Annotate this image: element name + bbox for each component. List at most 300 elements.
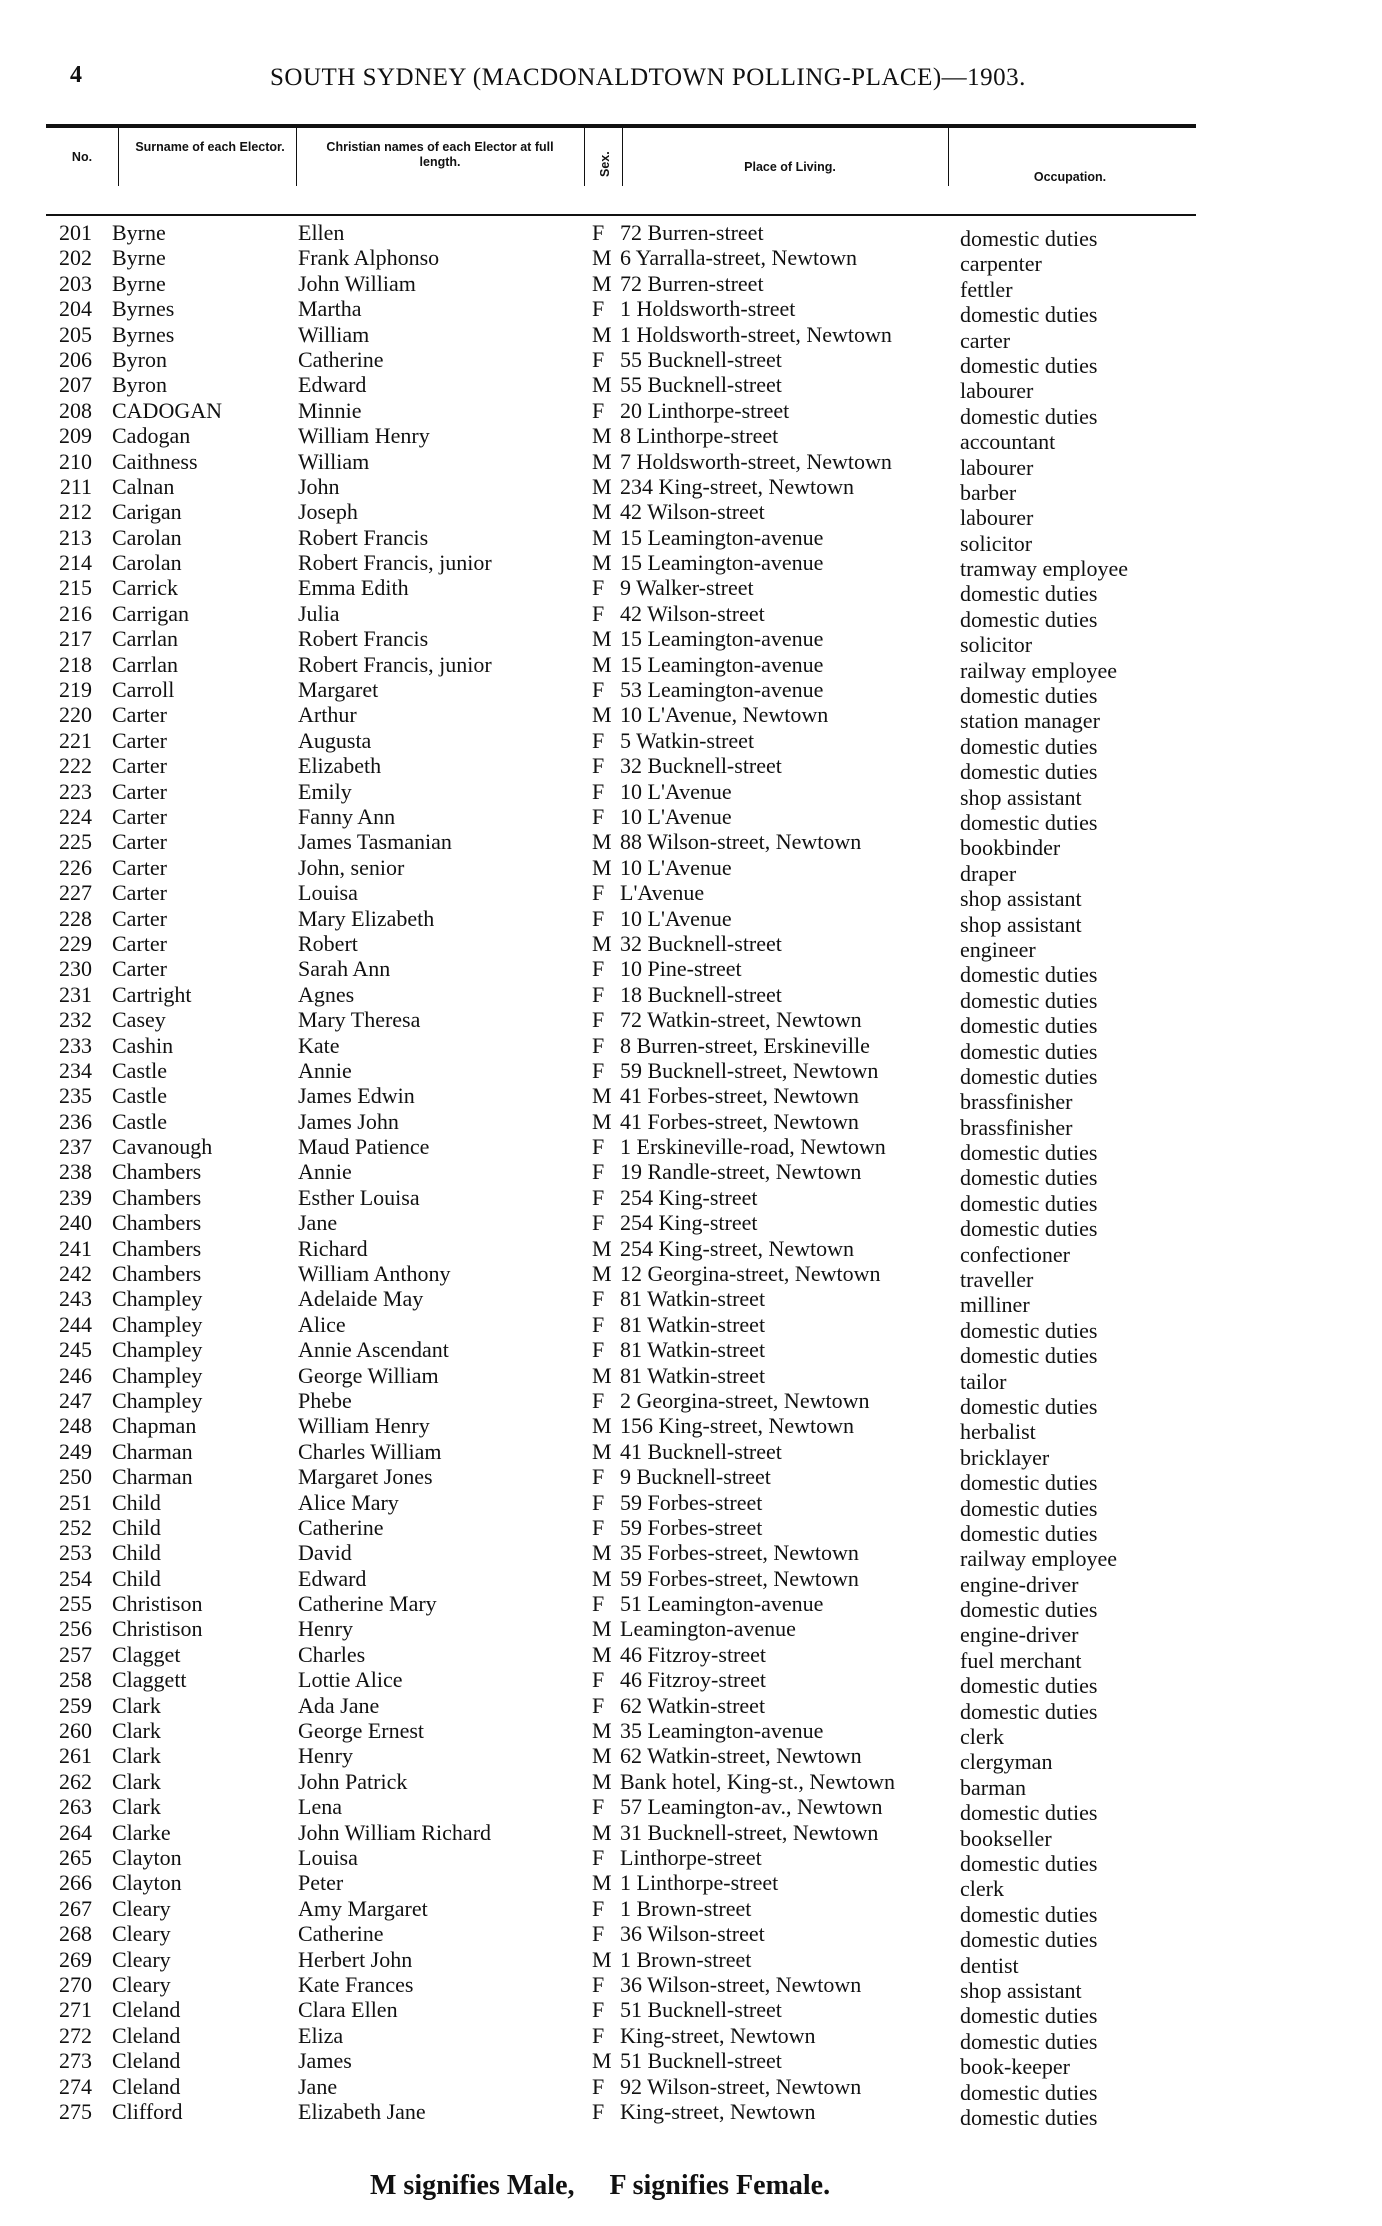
elector-occupation: barber <box>960 479 1017 505</box>
elector-sex: M <box>592 1540 612 1566</box>
elector-christian-names: Elizabeth <box>298 753 382 779</box>
elector-occupation: solicitor <box>960 530 1033 556</box>
table-row <box>0 1362 1382 1394</box>
elector-occupation: domestic duties <box>960 1470 1098 1496</box>
elector-occupation: carpenter <box>960 251 1042 277</box>
elector-place-of-living: 46 Fitzroy-street <box>620 1667 767 1693</box>
elector-occupation: draper <box>960 860 1017 886</box>
elector-number: 243 <box>59 1286 92 1312</box>
table-row <box>0 1032 1382 1064</box>
elector-place-of-living: 1 Erskineville-road, Newtown <box>620 1134 886 1160</box>
table-row <box>0 423 1382 455</box>
elector-sex: M <box>592 1083 612 1109</box>
table-row <box>0 803 1382 835</box>
elector-place-of-living: 1 Brown-street <box>620 1895 752 1921</box>
table-row <box>0 956 1382 988</box>
elector-number: 210 <box>59 448 92 474</box>
elector-christian-names: Robert Francis <box>298 524 429 550</box>
elector-sex: F <box>592 1464 605 1490</box>
table-row <box>0 1565 1382 1597</box>
elector-number: 217 <box>59 626 92 652</box>
elector-christian-names: James Tasmanian <box>298 829 452 855</box>
elector-occupation: engineer <box>960 936 1036 962</box>
elector-christian-names: Julia <box>298 600 340 626</box>
elector-number: 222 <box>59 753 92 779</box>
elector-occupation: shop assistant <box>960 911 1082 937</box>
table-row <box>0 981 1382 1013</box>
column-header-christian: Christian names of each Elector at full length. <box>326 140 554 169</box>
elector-sex: M <box>592 1565 612 1591</box>
elector-place-of-living: 51 Leamington-avenue <box>620 1591 824 1617</box>
table-row <box>0 372 1382 404</box>
elector-sex: M <box>592 1108 612 1134</box>
elector-occupation: domestic duties <box>960 581 1098 607</box>
elector-surname: Byron <box>112 372 167 398</box>
table-row <box>0 1514 1382 1546</box>
table-row <box>0 1159 1382 1191</box>
elector-occupation: railway employee <box>960 657 1117 683</box>
elector-place-of-living: 62 Watkin-street, Newtown <box>620 1743 862 1769</box>
elector-place-of-living: 254 King-street, Newtown <box>620 1235 855 1261</box>
elector-number: 246 <box>59 1362 92 1388</box>
elector-number: 252 <box>59 1514 92 1540</box>
elector-occupation: shop assistant <box>960 1977 1082 2003</box>
elector-place-of-living: L'Avenue <box>620 880 705 906</box>
elector-occupation: herbalist <box>960 1419 1036 1445</box>
elector-sex: M <box>592 448 612 474</box>
elector-christian-names: William <box>298 321 370 347</box>
elector-sex: F <box>592 397 605 423</box>
table-row <box>0 1007 1382 1039</box>
table-row <box>0 499 1382 531</box>
elector-place-of-living: 57 Leamington-av., Newtown <box>620 1794 883 1820</box>
elector-place-of-living: 234 King-street, Newtown <box>620 473 855 499</box>
elector-number: 211 <box>59 473 92 499</box>
elector-surname: Christison <box>112 1616 203 1642</box>
elector-surname: Champley <box>112 1286 203 1312</box>
elector-christian-names: George William <box>298 1362 439 1388</box>
elector-christian-names: David <box>298 1540 352 1566</box>
elector-occupation: labourer <box>960 454 1034 480</box>
elector-sex: F <box>592 600 605 626</box>
elector-surname: Child <box>112 1565 161 1591</box>
elector-number: 271 <box>59 1997 92 2023</box>
elector-christian-names: John Patrick <box>298 1768 408 1794</box>
elector-place-of-living: King-street, Newtown <box>620 2098 816 2124</box>
table-row <box>0 321 1382 353</box>
elector-christian-names: William Anthony <box>298 1261 451 1287</box>
elector-christian-names: Kate <box>298 1032 340 1058</box>
elector-number: 201 <box>59 220 92 245</box>
elector-surname: Carolan <box>112 524 182 550</box>
table-row <box>0 448 1382 480</box>
elector-surname: Clark <box>112 1743 161 1769</box>
elector-christian-names: Annie <box>298 1057 352 1083</box>
elector-number: 261 <box>59 1743 92 1769</box>
elector-christian-names: Alice Mary <box>298 1489 399 1515</box>
elector-number: 254 <box>59 1565 92 1591</box>
elector-surname: Chambers <box>112 1261 202 1287</box>
elector-occupation: clerk <box>960 1724 1004 1750</box>
elector-place-of-living: Leamington-avenue <box>620 1616 796 1642</box>
elector-occupation: milliner <box>960 1292 1030 1318</box>
elector-christian-names: John, senior <box>298 854 405 880</box>
elector-number: 250 <box>59 1464 92 1490</box>
column-header-place: Place of Living. <box>744 160 836 174</box>
elector-christian-names: James John <box>298 1108 399 1134</box>
elector-place-of-living: 1 Holdsworth-street <box>620 296 796 322</box>
elector-place-of-living: 19 Randle-street, Newtown <box>620 1159 862 1185</box>
elector-sex: F <box>592 778 605 804</box>
elector-sex: F <box>592 1692 605 1718</box>
elector-number: 253 <box>59 1540 92 1566</box>
elector-occupation: domestic duties <box>960 1165 1098 1191</box>
elector-place-of-living: 59 Forbes-street, Newtown <box>620 1565 859 1591</box>
elector-sex: F <box>592 905 605 931</box>
elector-place-of-living: 32 Bucknell-street <box>620 753 782 779</box>
elector-number: 268 <box>59 1921 92 1947</box>
elector-sex: F <box>592 677 605 703</box>
elector-christian-names: Robert Francis <box>298 626 429 652</box>
elector-place-of-living: 10 L'Avenue, Newtown <box>620 702 829 728</box>
elector-place-of-living: 81 Watkin-street <box>620 1286 766 1312</box>
elector-place-of-living: 59 Forbes-street <box>620 1514 763 1540</box>
elector-christian-names: Margaret Jones <box>298 1464 433 1490</box>
elector-occupation: carter <box>960 327 1011 353</box>
table-row <box>0 296 1382 328</box>
elector-number: 263 <box>59 1794 92 1820</box>
elector-place-of-living: 81 Watkin-street <box>620 1311 766 1337</box>
elector-surname: Carter <box>112 854 167 880</box>
elector-occupation: domestic duties <box>960 352 1098 378</box>
elector-sex: F <box>592 1997 605 2023</box>
elector-place-of-living: 2 Georgina-street, Newtown <box>620 1387 870 1413</box>
table-row <box>0 1210 1382 1242</box>
elector-surname: Chambers <box>112 1235 202 1261</box>
elector-christian-names: Emily <box>298 778 352 804</box>
elector-number: 231 <box>59 981 92 1007</box>
column-divider <box>584 128 585 186</box>
elector-christian-names: Catherine Mary <box>298 1591 437 1617</box>
table-row <box>0 1667 1382 1699</box>
elector-sex: M <box>592 372 612 398</box>
table-row <box>0 1997 1382 2029</box>
elector-surname: Castle <box>112 1057 167 1083</box>
elector-sex: F <box>592 1159 605 1185</box>
table-row <box>0 1641 1382 1673</box>
elector-number: 237 <box>59 1134 92 1160</box>
table-row <box>0 1083 1382 1115</box>
elector-number: 233 <box>59 1032 92 1058</box>
elector-number: 216 <box>59 600 92 626</box>
elector-number: 244 <box>59 1311 92 1337</box>
elector-number: 232 <box>59 1007 92 1033</box>
elector-christian-names: Jane <box>298 2073 338 2099</box>
table-row <box>0 397 1382 429</box>
elector-sex: M <box>592 1768 612 1794</box>
elector-place-of-living: 10 L'Avenue <box>620 854 732 880</box>
table-row <box>0 2073 1382 2105</box>
elector-sex: M <box>592 829 612 855</box>
elector-place-of-living: 59 Forbes-street <box>620 1489 763 1515</box>
table-row <box>0 829 1382 861</box>
female-legend: F signifies Female. <box>609 2170 831 2201</box>
elector-number: 264 <box>59 1819 92 1845</box>
elector-christian-names: James Edwin <box>298 1083 415 1109</box>
elector-sex: F <box>592 753 605 779</box>
elector-sex: F <box>592 1057 605 1083</box>
elector-place-of-living: 62 Watkin-street <box>620 1692 766 1718</box>
elector-number: 223 <box>59 778 92 804</box>
elector-surname: Cleland <box>112 2073 181 2099</box>
elector-occupation: bookseller <box>960 1825 1052 1851</box>
elector-sex: F <box>592 2098 605 2124</box>
elector-sex: M <box>592 702 612 728</box>
elector-christian-names: Amy Margaret <box>298 1895 428 1921</box>
elector-place-of-living: 8 Linthorpe-street <box>620 423 779 449</box>
elector-occupation: domestic duties <box>960 403 1098 429</box>
elector-place-of-living: 5 Watkin-street <box>620 727 755 753</box>
table-row <box>0 1489 1382 1521</box>
column-divider <box>296 128 297 186</box>
table-row <box>0 270 1382 302</box>
table-row <box>0 677 1382 709</box>
table-row <box>0 905 1382 937</box>
elector-sex: F <box>592 803 605 829</box>
elector-christian-names: Maud Patience <box>298 1134 430 1160</box>
elector-christian-names: Mary Elizabeth <box>298 905 435 931</box>
elector-occupation: domestic duties <box>960 2079 1098 2105</box>
elector-place-of-living: 41 Bucknell-street <box>620 1438 782 1464</box>
elector-place-of-living: 81 Watkin-street <box>620 1362 766 1388</box>
elector-occupation: clerk <box>960 1876 1004 1902</box>
elector-occupation: shop assistant <box>960 784 1082 810</box>
elector-surname: Chambers <box>112 1184 202 1210</box>
elector-christian-names: Eliza <box>298 2022 344 2048</box>
elector-christian-names: Robert Francis, junior <box>298 651 492 677</box>
elector-christian-names: Fanny Ann <box>298 803 396 829</box>
elector-number: 215 <box>59 575 92 601</box>
elector-occupation: domestic duties <box>960 226 1098 251</box>
elector-place-of-living: 9 Bucknell-street <box>620 1464 771 1490</box>
elector-surname: Carrigan <box>112 600 189 626</box>
elector-sex: M <box>592 499 612 525</box>
elector-christian-names: Richard <box>298 1235 368 1261</box>
elector-christian-names: John William <box>298 270 416 296</box>
elector-sex: M <box>592 1413 612 1439</box>
elector-number: 227 <box>59 880 92 906</box>
elector-sex: M <box>592 1235 612 1261</box>
table-row <box>0 1540 1382 1572</box>
elector-christian-names: Kate Frances <box>298 1971 414 1997</box>
elector-surname: Byron <box>112 346 167 372</box>
elector-place-of-living: 72 Burren-street <box>620 270 764 296</box>
elector-christian-names: Louisa <box>298 880 358 906</box>
elector-place-of-living: 8 Burren-street, Erskineville <box>620 1032 870 1058</box>
column-header-no: No. <box>71 150 93 164</box>
elector-occupation: barman <box>960 1774 1026 1800</box>
elector-number: 220 <box>59 702 92 728</box>
elector-occupation: confectioner <box>960 1241 1070 1267</box>
elector-sex: F <box>592 727 605 753</box>
elector-sex: F <box>592 1032 605 1058</box>
elector-occupation: accountant <box>960 429 1056 455</box>
elector-place-of-living: 36 Wilson-street <box>620 1921 765 1947</box>
elector-occupation: domestic duties <box>960 1190 1098 1216</box>
elector-sex: F <box>592 2022 605 2048</box>
elector-number: 242 <box>59 1261 92 1287</box>
elector-surname: Cleary <box>112 1946 171 1972</box>
elector-occupation: domestic duties <box>960 1317 1098 1343</box>
elector-place-of-living: 35 Forbes-street, Newtown <box>620 1540 859 1566</box>
elector-occupation: domestic duties <box>960 1393 1098 1419</box>
table-row <box>0 1870 1382 1902</box>
elector-occupation: domestic duties <box>960 1520 1098 1546</box>
elector-surname: Child <box>112 1540 161 1566</box>
elector-number: 206 <box>59 346 92 372</box>
table-row <box>0 1692 1382 1724</box>
elector-christian-names: Henry <box>298 1616 353 1642</box>
elector-christian-names: Lottie Alice <box>298 1667 403 1693</box>
elector-surname: Casey <box>112 1007 166 1033</box>
elector-number: 208 <box>59 397 92 423</box>
elector-place-of-living: 41 Forbes-street, Newtown <box>620 1108 859 1134</box>
elector-number: 256 <box>59 1616 92 1642</box>
elector-surname: Clayton <box>112 1870 182 1896</box>
elector-number: 236 <box>59 1108 92 1134</box>
column-header-occupation: Occupation. <box>1033 170 1107 184</box>
elector-occupation: domestic duties <box>960 1013 1098 1039</box>
elector-occupation: domestic duties <box>960 1216 1098 1242</box>
elector-sex: F <box>592 2073 605 2099</box>
elector-sex: F <box>592 1591 605 1617</box>
elector-sex: M <box>592 1819 612 1845</box>
elector-number: 204 <box>59 296 92 322</box>
elector-christian-names: Charles <box>298 1641 366 1667</box>
column-divider <box>622 128 623 186</box>
table-row <box>0 1108 1382 1140</box>
elector-sex: M <box>592 1438 612 1464</box>
table-row <box>0 702 1382 734</box>
elector-place-of-living: 254 King-street <box>620 1210 758 1236</box>
elector-sex: F <box>592 1184 605 1210</box>
elector-number: 225 <box>59 829 92 855</box>
elector-number: 267 <box>59 1895 92 1921</box>
elector-sex: M <box>592 524 612 550</box>
elector-place-of-living: 15 Leamington-avenue <box>620 550 824 576</box>
elector-sex: M <box>592 651 612 677</box>
elector-sex: M <box>592 930 612 956</box>
elector-christian-names: Martha <box>298 296 362 322</box>
elector-occupation: domestic duties <box>960 1927 1098 1953</box>
elector-surname: Clark <box>112 1718 161 1744</box>
table-row <box>0 854 1382 886</box>
table-row <box>0 1718 1382 1750</box>
elector-christian-names: Henry <box>298 1743 353 1769</box>
elector-christian-names: Robert <box>298 930 358 956</box>
elector-surname: Cleland <box>112 1997 181 2023</box>
elector-surname: Claggett <box>112 1667 187 1693</box>
table-row <box>0 1261 1382 1293</box>
table-row <box>0 1921 1382 1953</box>
elector-surname: Carigan <box>112 499 182 525</box>
elector-surname: Carter <box>112 803 167 829</box>
elector-place-of-living: 51 Bucknell-street <box>620 1997 782 2023</box>
elector-christian-names: Minnie <box>298 397 362 423</box>
elector-surname: Byrnes <box>112 296 175 322</box>
elector-surname: Chapman <box>112 1413 197 1439</box>
elector-surname: Carrlan <box>112 626 178 652</box>
elector-surname: Carrick <box>112 575 178 601</box>
elector-surname: Chambers <box>112 1159 202 1185</box>
elector-occupation: domestic duties <box>960 683 1098 709</box>
elector-sex: F <box>592 1895 605 1921</box>
elector-occupation: domestic duties <box>960 1800 1098 1826</box>
elector-occupation: domestic duties <box>960 1063 1098 1089</box>
elector-place-of-living: 88 Wilson-street, Newtown <box>620 829 862 855</box>
elector-surname: Cleary <box>112 1921 171 1947</box>
elector-place-of-living: 41 Forbes-street, Newtown <box>620 1083 859 1109</box>
elector-christian-names: Edward <box>298 1565 367 1591</box>
header-top-rule <box>46 124 1196 128</box>
elector-number: 203 <box>59 270 92 296</box>
elector-surname: Champley <box>112 1362 203 1388</box>
elector-number: 218 <box>59 651 92 677</box>
elector-christian-names: Phebe <box>298 1387 352 1413</box>
elector-occupation: domestic duties <box>960 2003 1098 2029</box>
elector-christian-names: Esther Louisa <box>298 1184 420 1210</box>
elector-christian-names: George Ernest <box>298 1718 425 1744</box>
elector-occupation: solicitor <box>960 632 1033 658</box>
elector-place-of-living: King-street, Newtown <box>620 2022 816 2048</box>
elector-occupation: clergyman <box>960 1749 1053 1775</box>
table-row <box>0 1134 1382 1166</box>
elector-christian-names: Alice <box>298 1311 346 1337</box>
elector-place-of-living: 156 King-street, Newtown <box>620 1413 855 1439</box>
elector-christian-names: Elizabeth Jane <box>298 2098 426 2124</box>
table-row <box>0 1438 1382 1470</box>
elector-christian-names: John William Richard <box>298 1819 492 1845</box>
table-row <box>0 1743 1382 1775</box>
elector-christian-names: Annie Ascendant <box>298 1337 449 1363</box>
elector-place-of-living: 46 Fitzroy-street <box>620 1641 767 1667</box>
elector-surname: Child <box>112 1489 161 1515</box>
elector-christian-names: Lena <box>298 1794 342 1820</box>
elector-place-of-living: 6 Yarralla-street, Newtown <box>620 245 858 271</box>
elector-number: 259 <box>59 1692 92 1718</box>
table-row <box>0 626 1382 658</box>
elector-surname: Cleary <box>112 1895 171 1921</box>
elector-number: 205 <box>59 321 92 347</box>
elector-sex: M <box>592 1870 612 1896</box>
elector-occupation: engine-driver <box>960 1571 1079 1597</box>
elector-surname: Cadogan <box>112 423 191 449</box>
elector-occupation: domestic duties <box>960 302 1098 328</box>
elector-surname: Clarke <box>112 1819 171 1845</box>
page-number: 4 <box>70 62 82 88</box>
table-row <box>0 2048 1382 2080</box>
elector-number: 239 <box>59 1184 92 1210</box>
elector-christian-names: Emma Edith <box>298 575 409 601</box>
elector-sex: F <box>592 1286 605 1312</box>
elector-surname: Carter <box>112 778 167 804</box>
elector-sex: M <box>592 473 612 499</box>
elector-sex: M <box>592 1616 612 1642</box>
table-row <box>0 1895 1382 1927</box>
table-row <box>0 1413 1382 1445</box>
elector-christian-names: Annie <box>298 1159 352 1185</box>
elector-surname: Carolan <box>112 550 182 576</box>
